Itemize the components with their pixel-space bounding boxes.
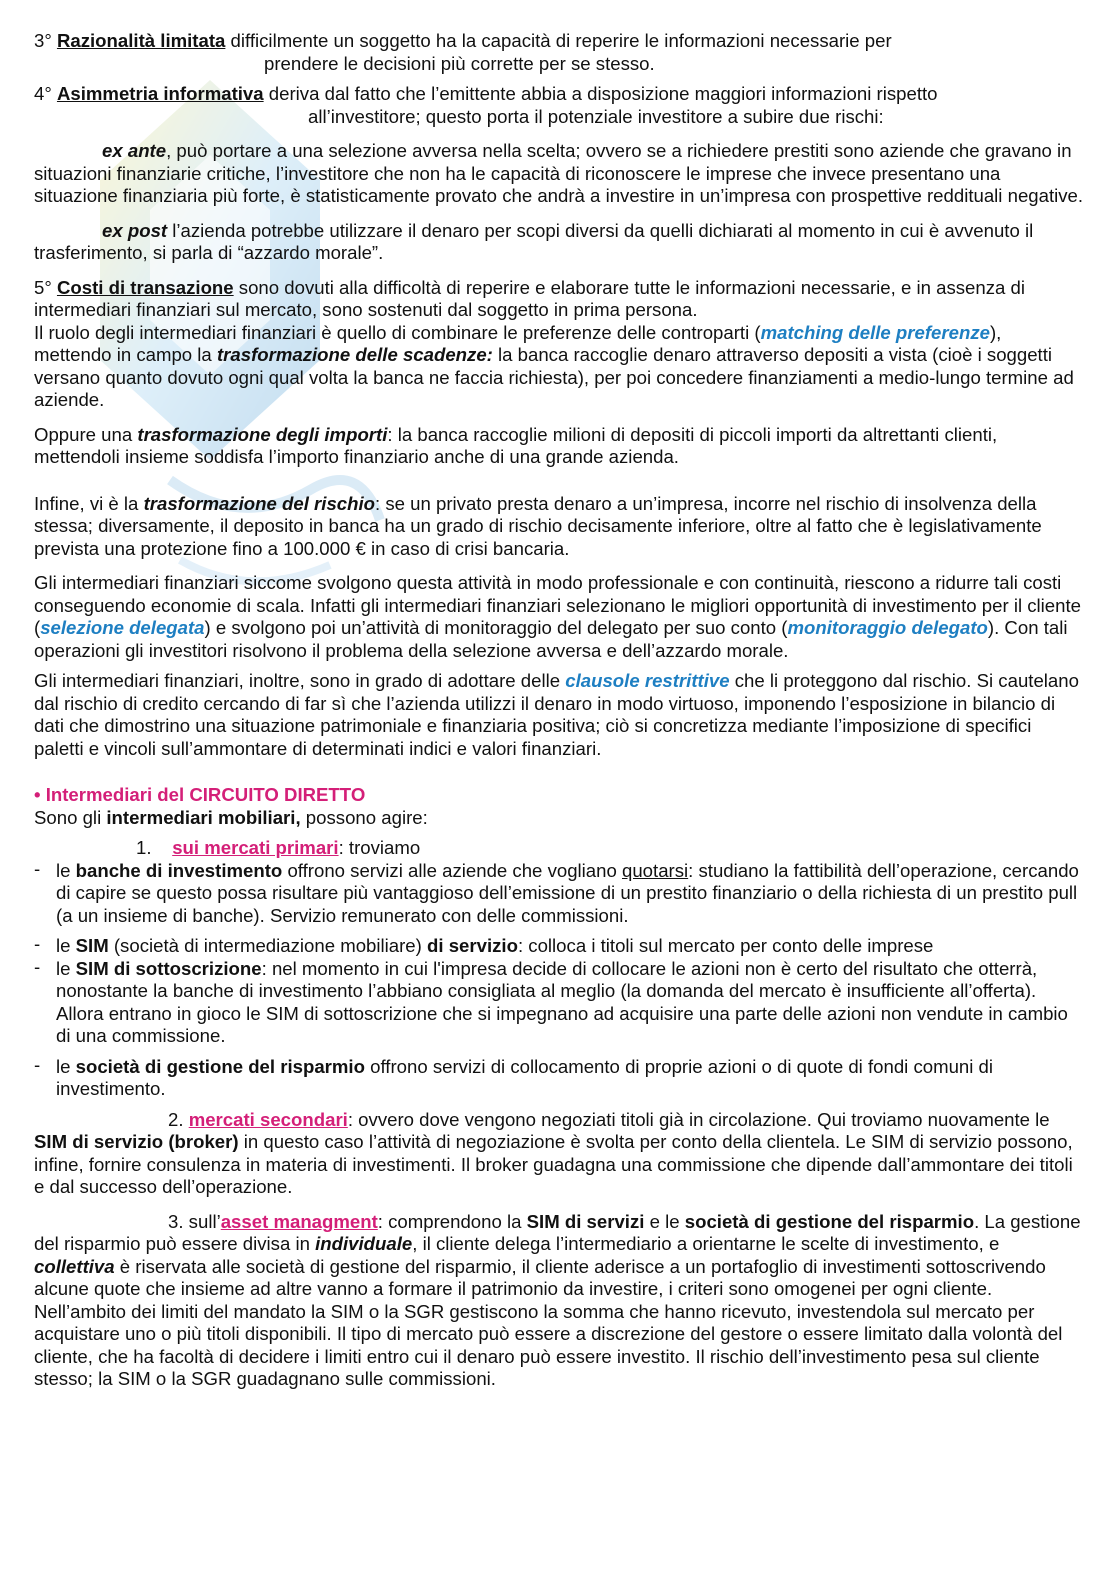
list-item: - le banche di investimento offrono servizi alle aziende che vogliano quotarsi: studiano la fattibilità dell’operazione, cercando di capire se questo possa risultare più vantaggioso dell’emissione di un prestito finanziario o della richiesta di un prestito pull (a un insieme di banche). Servizio remunerato con delle commissioni. [34,860,1084,928]
term-selezione-delegata: selezione delegata [40,617,205,638]
paragraph-costi-transazione: 5° Costi di transazione sono dovuti alla difficoltà di reperire e elaborare tutte le informazioni necessarie, e in assenza di intermediari finanziari sul mercato, sono sostenuti dal soggetto in prima persona. [34,276,1025,320]
paragraph-razionalita-cont: prendere le decisioni più corrette per se stesso. [264,52,655,74]
paragraph-ex-ante: ex ante, può portare a una selezione avversa nella scelta; ovvero se a richiedere prestiti sono aziende che gravano in situazioni finanziarie critiche, l’investitore che non ha le capacità di riconoscere le imprese che invece presentano una situazione finanziaria più forte, è statisticamente provato che andrà a investire in un’impresa con prospettive reddituali negative. [34,140,1084,206]
term-trasformazione-scadenze: trasformazione delle scadenze: [216,344,493,365]
link-mercati-secondari: mercati secondari [188,1108,348,1130]
paragraph-clausole: Gli intermediari finanziari, inoltre, sono in grado di adottare delle clausole restrittive che li proteggono dal rischio. Si cautelano dal rischio di credito cercando di far sì che l’azienda utilizzi il denaro in modo virtuoso, imponendo l’esposizione in bilancio di dati che dimostrino una situazione patrimoniale e finanziaria positiva; ciò si concretizza mediante l’imposizione di specifici paletti e vincoli sull’ammontare di determinati indici e valori finanziari. [34,670,1079,759]
list-item-mercati-primari: 1. sui mercati primari: troviamo [136,837,421,858]
term-trasformazione-importi: trasformazione degli importi [137,423,388,445]
list-item: - le SIM (società di intermediazione mobiliare) di servizio: colloca i titoli sul mercato per conto delle imprese [34,935,1084,958]
link-mercati-primari: sui mercati primari [172,837,339,858]
paragraph-circuito-intro: Sono gli intermediari mobiliari, possono agire: [34,806,428,828]
paragraph-asimmetria: 4° Asimmetria informativa deriva dal fatto che l’emittente abbia a disposizione maggiori informazioni rispetto [34,83,938,104]
paragraph-razionalita: 3° Razionalità limitata difficilmente un soggetto ha la capacità di reperire le informazioni necessarie per [34,30,892,51]
section-heading-circuito-diretto: • Intermediari del CIRCUITO DIRETTO [34,784,366,805]
paragraph-rischio: Infine, vi è la trasformazione del rischio: se un privato presta denaro a un’impresa, incorre nel rischio di insolvenza della stessa; diversamente, il deposito in banca ha un grado di rischio decisamente inferiore, oltre al fatto che è legislativamente prevista una protezione fino a 100.000 € in caso di crisi bancaria. [34,492,1042,559]
list-item-mercati-secondari: 2. mercati secondari: ovvero dove vengono negoziati titoli già in circolazione. Qui troviamo nuovamente le SIM di servizio (broker) in questo caso l’attività di negoziazione è svolta per conto della clientela. Le SIM di servizio possono, infine, fornire consulenza in materia di investimenti. Il broker guadagna una commissione che dipende dall’ammontare dei titoli e dal successo dell’operazione. [34,1108,1073,1197]
term-asimmetria-informativa: Asimmetria informativa [56,83,264,104]
term-trasformazione-rischio: trasformazione del rischio [143,492,376,514]
paragraph-final: Nell’ambito dei limiti del mandato la SIM o la SGR gestiscono la somma che hanno ricevuto, investendola sul mercato per acquistare uno o più titoli disponibili. Il tipo di mercato può essere a discrezione del gestore o essere limitato dalla volontà del cliente, che ha facoltà di decidere i limiti entro cui il denaro può essere investito. Il rischio dell’investimento pesa sul cliente stesso; la SIM o la SGR guadagnano sulle commissioni. [34,1300,1063,1389]
list-item-asset-management: 3. sull’asset managment: comprendono la SIM di servizi e le società di gestione del risparmio. La gestione del risparmio può essere divisa in individuale, il cliente delega l’intermediario a orientarne le scelte di investimento, e collettiva è riservata alle società di gestione del risparmio, il cliente aderisce a un portafoglio di investimenti sottoscrivendo alcune quote che insieme ad altre vanno a formare il patrimonio da investire, i criteri sono omogenei per ogni cliente. [34,1210,1081,1299]
paragraph-economie-di-scala: Gli intermediari finanziari siccome svolgono questa attività in modo professionale e con continuità, riescono a ridurre tali costi conseguendo economie di scala. Infatti gli intermediari finanziari selezionano le migliori opportunità di investimento per il cliente (selezione delegata) e svolgono poi un’attività di monitoraggio del delegato per suo conto (monitoraggio delegato). Con tali operazioni gli investitori risolvono il problema della selezione avversa e dell’azzardo morale. [34,572,1081,661]
bullet-icon: • [34,784,41,805]
paragraph-ruolo: Il ruolo degli intermediari finanziari è quello di combinare le preferenze delle controparti (matching delle preferenze), mettendo in campo la trasformazione delle scadenze: la banca raccoglie denaro attraverso depositi a vista (cioè i soggetti versano quanto dovuto ogni qual volta la banca ne faccia richiesta), per poi concedere finanziamenti a medio-lungo termine ad aziende. [34,321,1074,410]
paragraph-ex-post: ex post l’azienda potrebbe utilizzare il denaro per scopi diversi da quelli dichiarati al momento in cui è avvenuto il trasferimento, si parla di “azzardo morale”. [34,219,1034,263]
term-clausole-restrittive: clausole restrittive [565,670,730,691]
link-asset-managment: asset managment [220,1210,378,1232]
paragraph-importi: Oppure una trasformazione degli importi: la banca raccoglie milioni di depositi di piccoli importi da altrettanti clienti, mettendoli insieme soddisfa l’importo finanziario anche di una grande azienda. [34,423,998,467]
term-costi-di-transazione: Costi di transazione [56,276,234,298]
paragraph-asimmetria-cont: all’investitore; questo porta il potenziale investitore a subire due rischi: [308,105,884,127]
term-ex-post: ex post [102,219,168,241]
dash-list [34,860,1084,1101]
term-razionalita-limitata: Razionalità limitata [56,30,226,51]
term-matching-delle-preferenze: matching delle preferenze [760,321,990,343]
list-item: - le SIM di sottoscrizione: nel momento in cui l'impresa decide di collocare le azioni non è certo del risultato che otterrà, nonostante la banche di investimento l’abbiano consigliata al meglio (la domanda del mercato è insufficiente all’offerta). Allora entrano in gioco le SIM di sottoscrizione che si impegnano ad acquisire una parte delle azioni non vendute in cambio di una commissione. [34,958,1084,1048]
term-ex-ante: ex ante [102,140,167,161]
list-item: - le società di gestione del risparmio offrono servizi di collocamento di proprie azioni o di quote di fondi comuni di investimento. [34,1056,1084,1101]
term-monitoraggio-delegato: monitoraggio delegato [787,617,988,638]
